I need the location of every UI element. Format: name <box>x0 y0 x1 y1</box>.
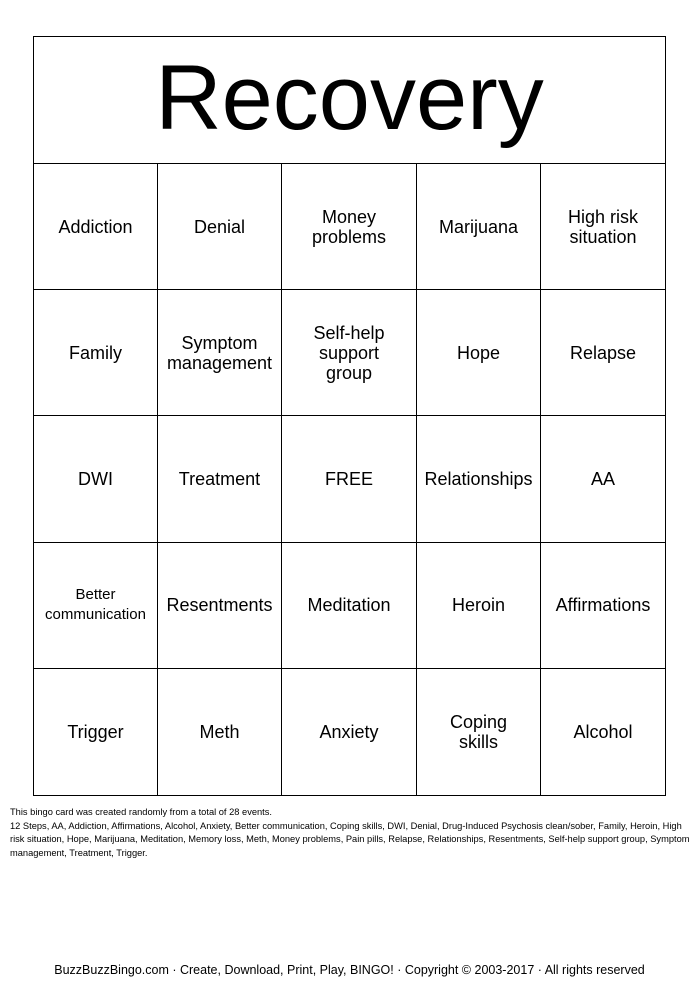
footer-note: This bingo card was created randomly from a total of 28 events. <box>10 807 272 817</box>
bingo-cell: Meth <box>158 669 282 795</box>
bingo-cell: Symptom management <box>158 290 282 416</box>
bingo-cell: Coping skills <box>417 669 541 795</box>
bingo-cell: Relapse <box>541 290 665 416</box>
bingo-cell: Heroin <box>417 543 541 669</box>
bingo-cell: Addiction <box>34 164 158 290</box>
bingo-cell: DWI <box>34 416 158 542</box>
event-list: 12 Steps, AA, Addiction, Affirmations, Alcohol, Anxiety, Better communication, Coping skills, DWI, Denial, Drug-Induced Psychosis clean/sober, Family, Heroin, High risk situation, Hope, Marijuana, Meditation, Memory loss, Meth, Money problems, Pain pills, Relapse, Relationships, Resentments, Self-help support group, Symptom management, Treatment, Trigger. <box>10 820 690 859</box>
bingo-cell: Family <box>34 290 158 416</box>
bingo-cell: Resentments <box>158 543 282 669</box>
bingo-cell: High risk situation <box>541 164 665 290</box>
bingo-cell: Affirmations <box>541 543 665 669</box>
bingo-cell: Better communication <box>34 543 158 669</box>
bingo-cell: Relationships <box>417 416 541 542</box>
bingo-cell: Treatment <box>158 416 282 542</box>
free-cell: FREE <box>282 416 417 542</box>
bingo-grid <box>34 164 665 795</box>
card-title-cell <box>34 37 665 164</box>
bingo-cell: Hope <box>417 290 541 416</box>
bingo-cell: Self-help support group <box>282 290 417 416</box>
bingo-cell: AA <box>541 416 665 542</box>
footer-notes <box>10 806 692 861</box>
bingo-cell: Money problems <box>282 164 417 290</box>
copyright-line: BuzzBuzzBingo.com · Create, Download, Print, Play, BINGO! · Copyright © 2003-2017 · All rights reserved <box>54 963 645 977</box>
bingo-cell: Denial <box>158 164 282 290</box>
bingo-cell: Anxiety <box>282 669 417 795</box>
bingo-cell: Trigger <box>34 669 158 795</box>
bingo-card <box>33 36 666 796</box>
bingo-cell: Meditation <box>282 543 417 669</box>
bingo-cell: Marijuana <box>417 164 541 290</box>
bingo-cell: Alcohol <box>573 721 633 742</box>
card-title: Recovery <box>155 47 544 149</box>
